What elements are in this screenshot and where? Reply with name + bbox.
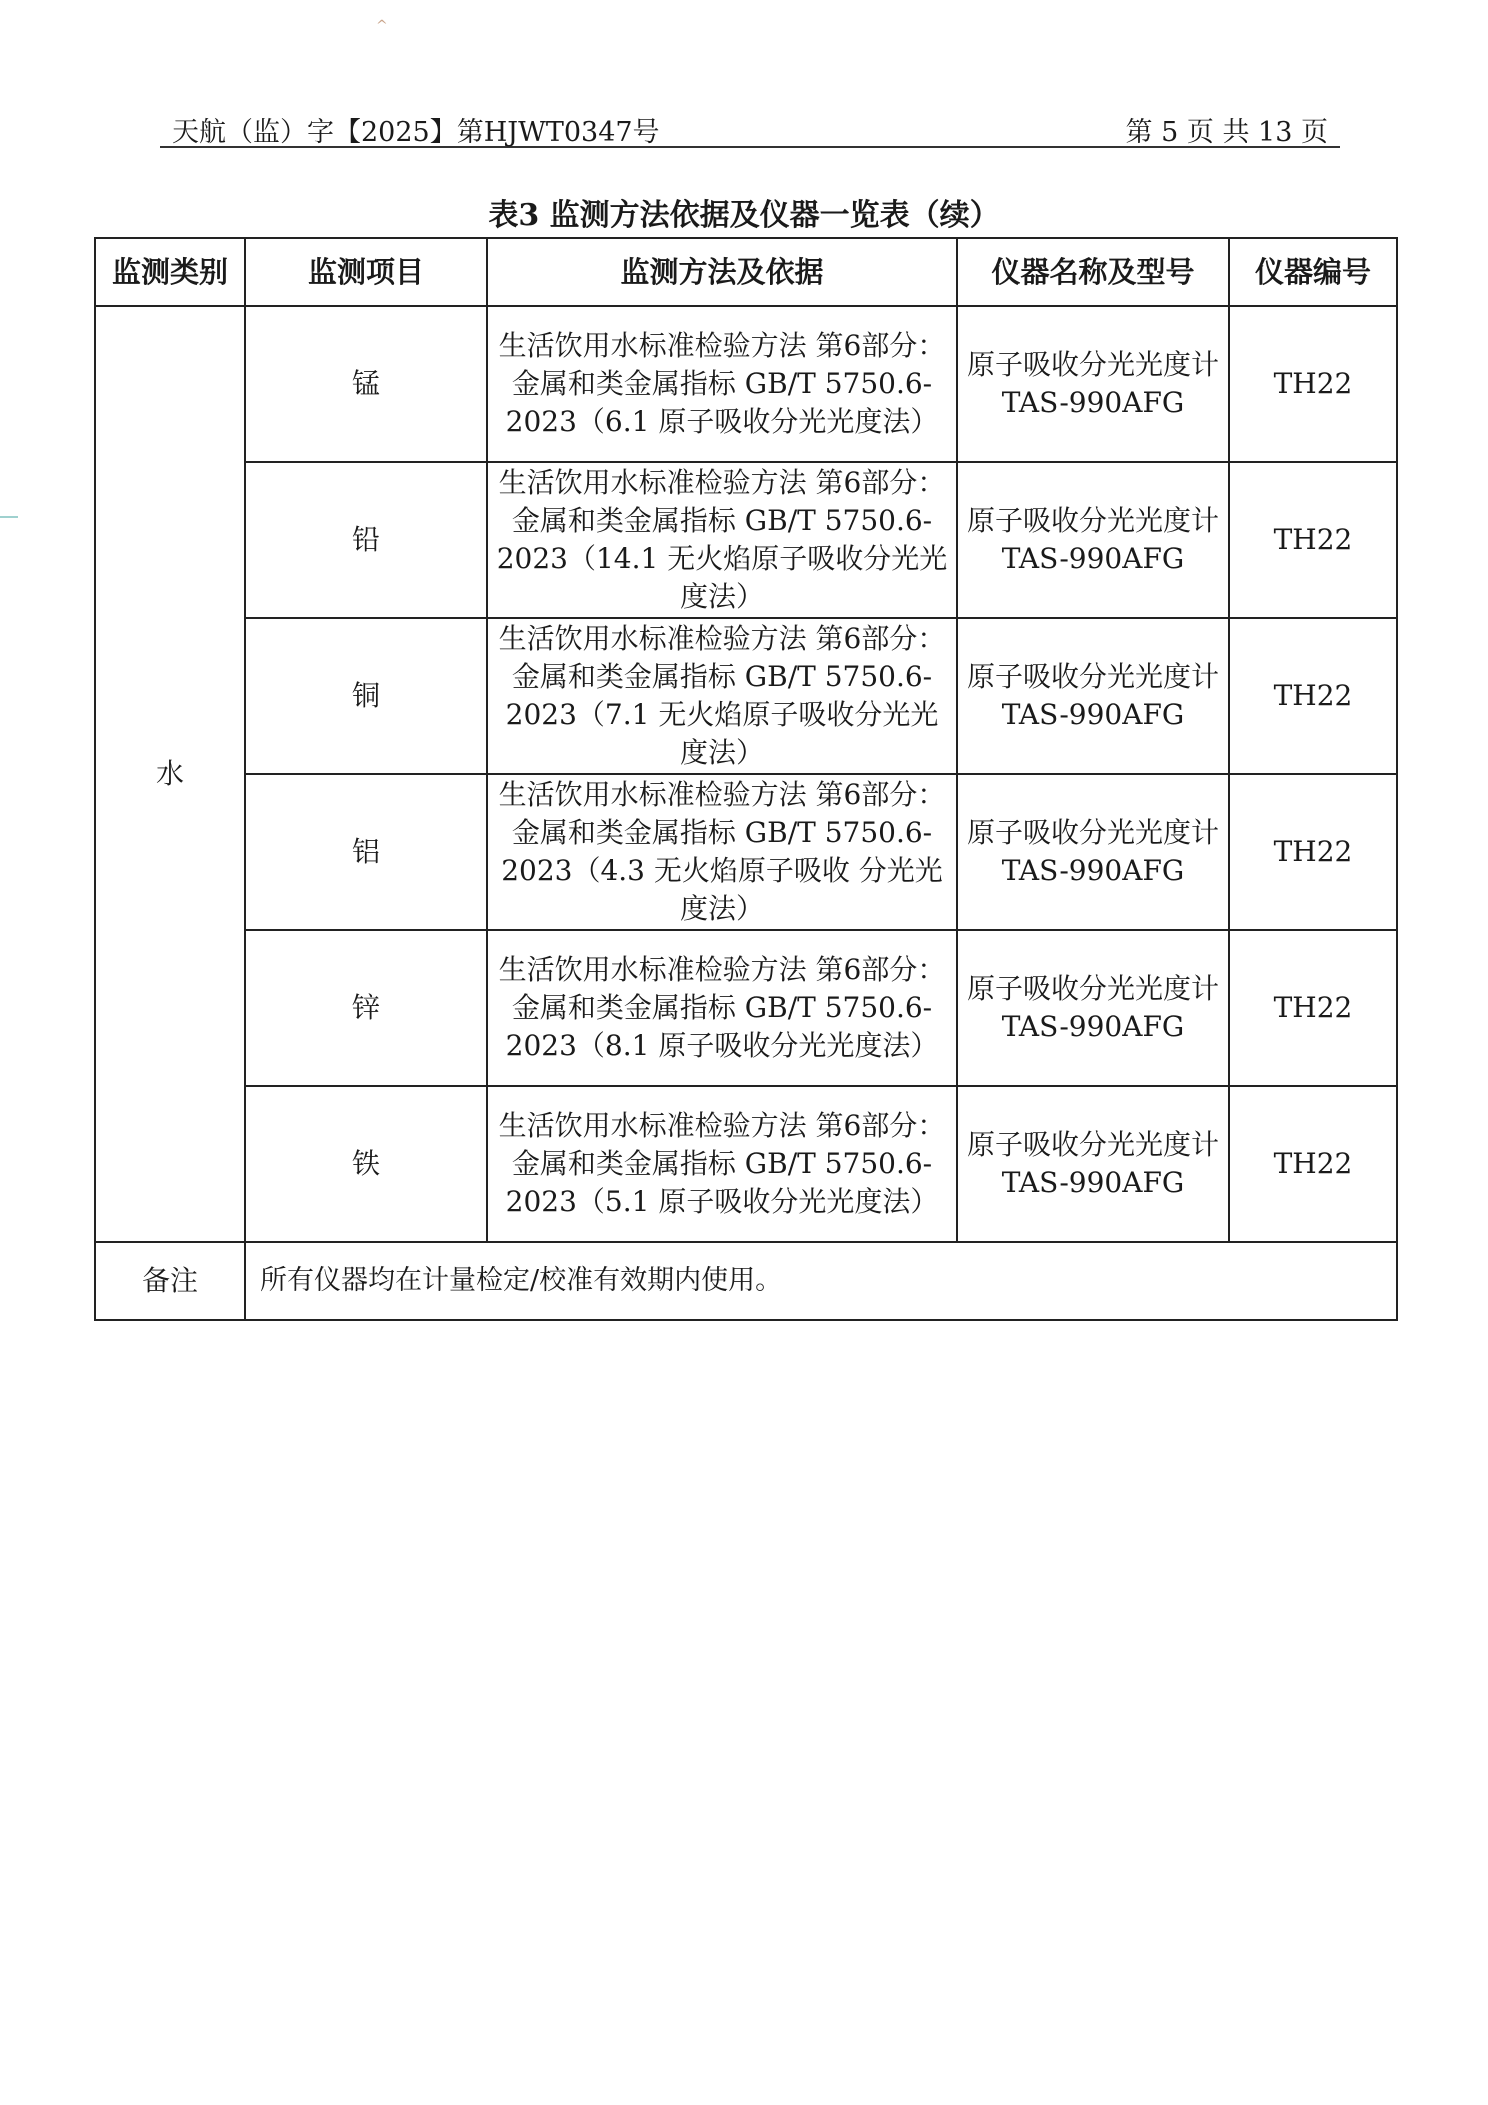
scan-mark: ^: [376, 18, 388, 34]
table-row: [95, 1086, 1397, 1242]
item-cell: 铜: [245, 618, 487, 774]
method-cell: 生活饮用水标准检验方法 第6部分：金属和类金属指标 GB/T 5750.6-2023（4.3 无火焰原子吸收 分光光度法）: [487, 774, 957, 930]
scan-edge-mark: [0, 516, 18, 518]
instrument-cell: 原子吸收分光光度计 TAS-990AFG: [957, 618, 1229, 774]
table-row: [95, 618, 1397, 774]
code-cell: TH22: [1229, 1086, 1397, 1242]
column-header-item: 监测项目: [245, 238, 487, 306]
method-cell: 生活饮用水标准检验方法 第6部分：金属和类金属指标 GB/T 5750.6-2023（6.1 原子吸收分光光度法）: [487, 306, 957, 462]
instrument-cell: 原子吸收分光光度计 TAS-990AFG: [957, 306, 1229, 462]
column-header-code: 仪器编号: [1229, 238, 1397, 306]
item-cell: 锌: [245, 930, 487, 1086]
table-title: 表3 监测方法依据及仪器一览表（续）: [488, 198, 1000, 233]
code-cell: TH22: [1229, 462, 1397, 618]
method-cell: 生活饮用水标准检验方法 第6部分：金属和类金属指标 GB/T 5750.6-2023（8.1 原子吸收分光光度法）: [487, 930, 957, 1086]
table-row: [95, 774, 1397, 930]
instrument-cell: 原子吸收分光光度计 TAS-990AFG: [957, 1086, 1229, 1242]
column-header-instrument: 仪器名称及型号: [957, 238, 1229, 306]
column-header-method: 监测方法及依据: [487, 238, 957, 306]
method-instrument-table: [94, 237, 1398, 1321]
instrument-cell: 原子吸收分光光度计 TAS-990AFG: [957, 774, 1229, 930]
code-cell: TH22: [1229, 930, 1397, 1086]
item-cell: 铝: [245, 774, 487, 930]
item-cell: 铁: [245, 1086, 487, 1242]
table-row: [95, 930, 1397, 1086]
method-cell: 生活饮用水标准检验方法 第6部分：金属和类金属指标 GB/T 5750.6-2023（7.1 无火焰原子吸收分光光度法）: [487, 618, 957, 774]
document-number: 天航（监）字【2025】第HJWT0347号: [172, 117, 660, 148]
column-header-category: 监测类别: [95, 238, 245, 306]
table-row: [95, 462, 1397, 618]
category-cell: 水: [95, 306, 245, 1242]
remark-label: 备注: [95, 1242, 245, 1320]
code-cell: TH22: [1229, 774, 1397, 930]
item-cell: 铅: [245, 462, 487, 618]
code-cell: TH22: [1229, 618, 1397, 774]
page-header: [160, 110, 1340, 148]
remark-text: 所有仪器均在计量检定/校准有效期内使用。: [245, 1242, 1397, 1320]
code-cell: TH22: [1229, 306, 1397, 462]
method-cell: 生活饮用水标准检验方法 第6部分：金属和类金属指标 GB/T 5750.6-2023（5.1 原子吸收分光光度法）: [487, 1086, 957, 1242]
table-row: [95, 306, 1397, 462]
instrument-cell: 原子吸收分光光度计 TAS-990AFG: [957, 462, 1229, 618]
method-cell: 生活饮用水标准检验方法 第6部分：金属和类金属指标 GB/T 5750.6-2023（14.1 无火焰原子吸收分光光度法）: [487, 462, 957, 618]
remark-row: [95, 1242, 1397, 1320]
instrument-cell: 原子吸收分光光度计 TAS-990AFG: [957, 930, 1229, 1086]
item-cell: 锰: [245, 306, 487, 462]
table-header-row: [95, 238, 1397, 306]
page-number: 第 5 页 共 13 页: [1125, 117, 1328, 148]
